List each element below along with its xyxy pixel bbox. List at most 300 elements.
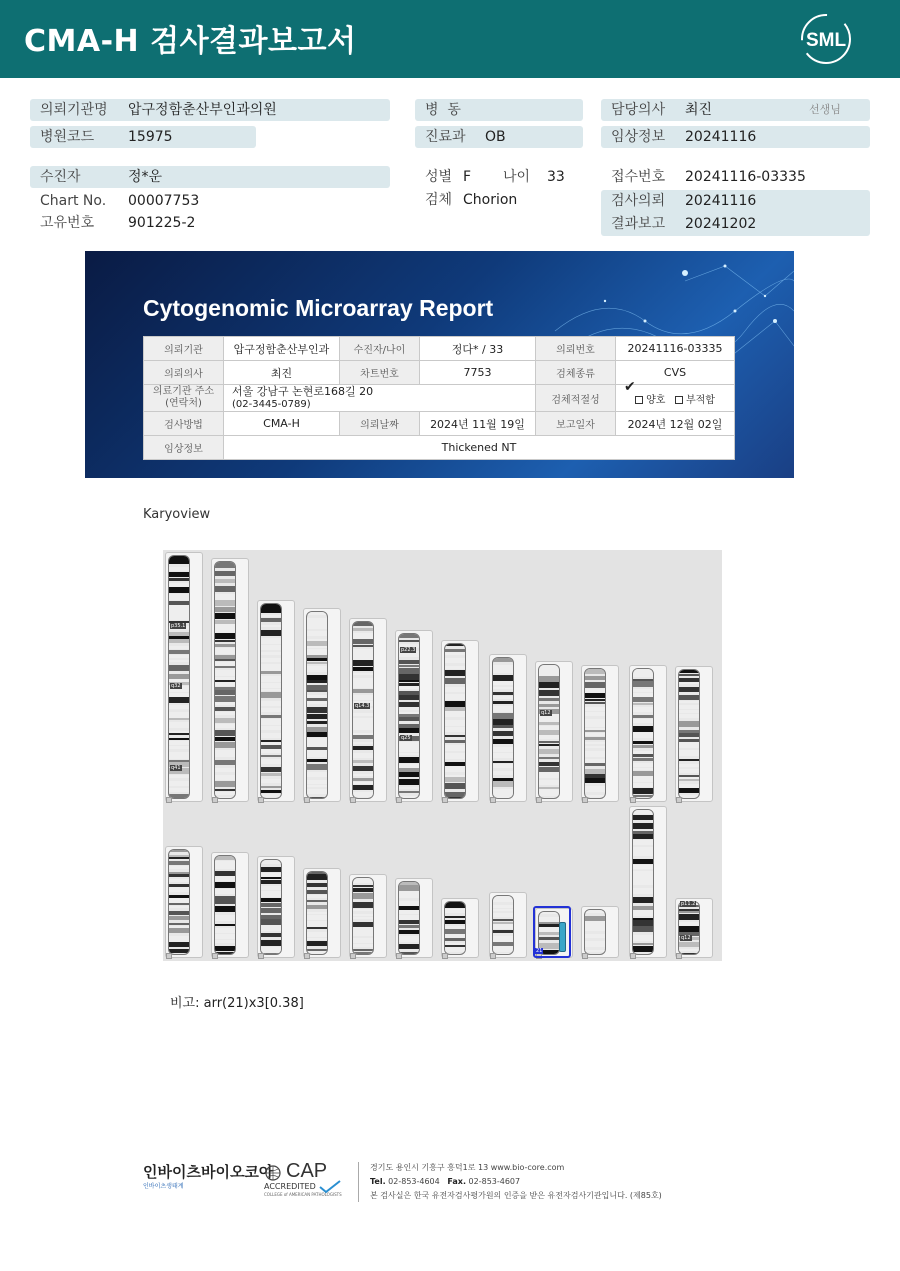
chromosome-band — [307, 690, 327, 692]
chromosome-band — [353, 902, 373, 908]
chromosome-band — [445, 740, 465, 743]
chromosome-band — [353, 742, 373, 744]
band-label: q25 — [401, 735, 411, 741]
chromosome-band — [445, 745, 465, 751]
chromosome-band — [353, 639, 373, 644]
chromosome-band — [679, 949, 699, 951]
chromosome-band — [399, 757, 419, 763]
chromosome-band — [353, 909, 373, 911]
chromosome-band — [261, 867, 281, 872]
doctor-label: 담당의사 — [611, 102, 666, 118]
chromosome-band — [353, 885, 373, 887]
fax-value: 02-853-4607 — [468, 1177, 521, 1186]
chromosome-band — [307, 612, 327, 615]
chromosome-band — [493, 739, 513, 744]
chromosome-band — [169, 923, 189, 925]
chromosome-band — [169, 866, 189, 869]
chromosome-band — [307, 701, 327, 704]
chromosome-band — [679, 779, 699, 781]
chromosome-band — [215, 640, 235, 642]
chromosome-band — [261, 638, 281, 644]
banner-title: Cytogenomic Microarray Report — [143, 295, 494, 321]
chromosome-band — [307, 755, 327, 757]
chromosome-band — [307, 631, 327, 636]
request-value: 20241116 — [685, 193, 757, 209]
chromosome-band — [633, 840, 653, 845]
ward-label: 병 동 — [425, 102, 461, 118]
chromosome-band — [215, 952, 235, 955]
chromosome-band — [585, 786, 605, 792]
chromosome-number-marker — [442, 953, 448, 959]
chromosome-21-tag: 21 — [536, 948, 543, 954]
table-cell: CVS — [616, 361, 735, 385]
adequate-label: 양호 — [646, 394, 666, 406]
chromosome-band — [169, 665, 189, 671]
chromosome-band — [307, 789, 327, 794]
chromosome-band — [539, 757, 559, 759]
chromosome-band — [633, 946, 653, 952]
chromosome-number-marker — [676, 797, 682, 803]
sex-label: 성별 — [425, 169, 453, 185]
chromosome-band — [261, 886, 281, 890]
chromosome-body — [168, 849, 190, 955]
chromosome-band — [445, 694, 465, 700]
chromosome-band — [261, 925, 281, 931]
table-header: 차트번호 — [340, 361, 420, 385]
chromosome-18 — [395, 878, 433, 958]
table-row — [144, 412, 735, 436]
chromosome-band — [493, 930, 513, 933]
hospital-code-value: 15975 — [128, 129, 173, 145]
chromosome-number-marker — [350, 953, 356, 959]
chromosome-band — [633, 741, 653, 744]
chromosome-number-marker — [676, 953, 682, 959]
chromosome-band — [169, 916, 189, 920]
chromosome-band — [215, 600, 235, 606]
chromosome-band — [585, 733, 605, 736]
chromosome-band — [445, 670, 465, 676]
chromosome-band — [633, 935, 653, 941]
chromosome-band — [353, 774, 373, 776]
report-title: CMA-H 검사결과보고서 — [24, 24, 357, 59]
specimen-value: Chorion — [463, 192, 518, 208]
chromosome-band — [633, 788, 653, 794]
chromosome-band — [215, 670, 235, 676]
chromosome-band — [539, 780, 559, 785]
tel-label: Tel. — [370, 1177, 386, 1186]
chromosome-band — [307, 951, 327, 955]
chromosome-band — [539, 741, 559, 743]
chromosome-band — [307, 932, 327, 937]
chromosome-band — [399, 894, 419, 898]
chromosome-body — [398, 633, 420, 799]
chromosome-band — [215, 924, 235, 926]
chromosome-Y — [675, 898, 713, 958]
chromosome-band — [353, 746, 373, 750]
chromosome-body — [168, 555, 190, 799]
department-label: 진료과 — [425, 129, 466, 145]
chromosome-band — [633, 768, 653, 770]
table-cell: 20241116-03335 — [616, 337, 735, 361]
chromosome-band — [493, 946, 513, 952]
chromosome-body — [214, 855, 236, 955]
field-institution — [30, 99, 390, 121]
sex-value: F — [463, 169, 472, 185]
chromosome-band — [679, 687, 699, 692]
chromosome-band — [679, 701, 699, 703]
clinical-info-label: 임상정보 — [611, 129, 666, 145]
chromosome-band — [585, 795, 605, 797]
chromosome-band — [261, 671, 281, 674]
chromosome-band — [215, 915, 235, 921]
header-bar — [0, 0, 900, 78]
company-logo: 인바이츠바이오코아 — [143, 1163, 274, 1181]
chromosome-band — [399, 944, 419, 949]
band-label: p35.1 — [171, 623, 186, 629]
chromosome-band — [353, 735, 373, 739]
chromosome-band — [585, 934, 605, 938]
chromosome-number-marker — [212, 953, 218, 959]
chromosome-band — [261, 903, 281, 907]
table-header: 의뢰의사 — [144, 361, 224, 385]
chromosome-band — [493, 706, 513, 712]
field-unique-no — [30, 212, 390, 234]
adequate-checkbox — [635, 396, 643, 404]
chromosome-6 — [395, 630, 433, 802]
chromosome-band — [215, 940, 235, 943]
chromosome-2 — [211, 558, 249, 802]
chromosome-band — [445, 938, 465, 941]
chromosome-band — [169, 903, 189, 905]
chromosome-band — [445, 722, 465, 726]
chromosome-band — [353, 917, 373, 919]
chromosome-band — [261, 786, 281, 788]
chromosome-band — [307, 890, 327, 894]
chromosome-band — [445, 902, 465, 908]
chromosome-1 — [165, 552, 203, 802]
chromosome-band — [169, 775, 189, 778]
chromosome-band — [215, 755, 235, 757]
age-label: 나이 — [503, 169, 531, 185]
chromosome-number-marker — [258, 797, 264, 803]
chromosome-band — [353, 766, 373, 771]
chromosome-band — [585, 941, 605, 947]
chromosome-band — [679, 764, 699, 767]
chromosome-band — [585, 730, 605, 732]
unique-no-value: 901225-2 — [128, 215, 196, 231]
chromosome-band — [215, 889, 235, 894]
chromosome-band — [493, 771, 513, 775]
chromosome-band — [169, 741, 189, 745]
chromosome-band — [445, 652, 465, 655]
chromosome-band — [307, 623, 327, 629]
field-request-result — [601, 190, 870, 236]
karyoview-label: Karyoview — [143, 507, 211, 522]
chromosome-band — [445, 727, 465, 732]
chromosome-band — [353, 944, 373, 947]
table-header: 의뢰날짜 — [340, 412, 420, 436]
chromosome-band — [539, 735, 559, 739]
result-value: 20241202 — [685, 216, 757, 232]
chromosome-band — [585, 699, 605, 701]
chromosome-number-marker — [166, 953, 172, 959]
chromosome-band — [307, 759, 327, 762]
chromosome-number-marker — [396, 953, 402, 959]
chromosome-band — [445, 947, 465, 952]
chromosome-band — [215, 712, 235, 715]
chromosome-number-marker — [166, 797, 172, 803]
chromosome-band — [215, 863, 235, 869]
chromosome-band — [215, 906, 235, 912]
chromosome-band — [261, 779, 281, 783]
chromosome-band — [261, 860, 281, 864]
chromosome-band — [215, 792, 235, 795]
chromosome-band — [261, 880, 281, 884]
chromosome-band — [169, 733, 189, 735]
chromosome-band — [261, 645, 281, 650]
chromosome-band — [169, 783, 189, 786]
footer-notice: 본 검사실은 한국 유전자검사평가원의 인증을 받은 유전자검사기관입니다. (제85호) — [370, 1191, 662, 1200]
chromosome-band — [679, 682, 699, 684]
chromosome-band — [539, 704, 559, 707]
chromosome-band — [633, 715, 653, 718]
age-value: 33 — [547, 169, 565, 185]
chromosome-band — [261, 759, 281, 764]
chromosome-band — [353, 949, 373, 951]
chromosome-band — [169, 594, 189, 600]
chromosome-band — [169, 655, 189, 658]
chromosome-band — [353, 628, 373, 631]
chromosome-band — [679, 914, 699, 920]
chromosome-band — [679, 714, 699, 718]
inadequate-label: 부적합 — [685, 394, 715, 406]
result-label: 결과보고 — [611, 216, 666, 232]
institution-value: 압구정함춘산부인과의원 — [128, 102, 277, 118]
chromosome-band — [307, 905, 327, 909]
chromosome-body — [398, 881, 420, 955]
chromosome-band — [539, 762, 559, 766]
chromosome-band — [493, 913, 513, 917]
chromosome-band — [261, 625, 281, 627]
chromosome-band — [261, 733, 281, 738]
contact-value: (02-3445-0789) — [232, 399, 311, 410]
address-header: 의료기관 주소 — [152, 386, 215, 397]
chromosome-band — [261, 953, 281, 955]
chromosome-band — [169, 861, 189, 865]
chromosome-body — [260, 859, 282, 955]
chromosome-band — [585, 737, 605, 740]
chromosome-body — [444, 643, 466, 799]
chromosome-band — [169, 754, 189, 759]
chromosome-band — [399, 787, 419, 789]
chromosome-band — [633, 671, 653, 677]
chromosome-band — [169, 650, 189, 654]
chromosome-band — [353, 760, 373, 763]
chromosome-band — [493, 761, 513, 763]
band-label: q12 — [681, 935, 691, 941]
chromosome-band — [399, 753, 419, 755]
field-department — [415, 126, 583, 148]
table-cell: 2024년 11월 19일 — [420, 412, 536, 436]
chromosome-5 — [349, 618, 387, 802]
table-header — [144, 385, 224, 412]
table-header: 보고일자 — [536, 412, 616, 436]
chromosome-band — [493, 692, 513, 695]
chromosome-band — [261, 658, 281, 662]
chromosome-band — [493, 781, 513, 787]
chromosome-band — [585, 707, 605, 711]
chromosome-band — [169, 572, 189, 577]
chromosome-band — [633, 859, 653, 864]
specimen-adequacy-cell — [616, 379, 735, 412]
chromosome-band — [539, 772, 559, 778]
chart-no-value: 00007753 — [128, 193, 200, 209]
chromosome-band — [215, 666, 235, 668]
chromosome-band — [307, 721, 327, 724]
chromosome-band — [169, 949, 189, 953]
chromosome-body — [584, 668, 606, 799]
chromosome-band — [169, 879, 189, 882]
chromosome-band — [353, 778, 373, 781]
chromosome-band — [353, 695, 373, 700]
chromosome-band — [307, 658, 327, 661]
chromosome-3 — [257, 600, 295, 802]
chromosome-band — [169, 857, 189, 859]
chromosome-band — [261, 630, 281, 636]
chromosome-band — [215, 856, 235, 860]
chromosome-band — [169, 942, 189, 947]
fax-label: Fax. — [447, 1177, 466, 1186]
chromosome-band — [445, 797, 465, 799]
field-sex-age — [415, 166, 583, 188]
chromosome-band — [353, 689, 373, 693]
chromosome-band — [679, 705, 699, 709]
chromosome-band — [585, 742, 605, 744]
chromosome-band — [307, 797, 327, 799]
inadequate-checkbox — [675, 396, 683, 404]
chromosome-band — [307, 895, 327, 898]
chromosome-band — [399, 640, 419, 642]
chromosome-band — [353, 645, 373, 647]
institution-label: 의뢰기관명 — [40, 102, 108, 118]
chromosome-band — [307, 883, 327, 887]
chromosome-band — [261, 773, 281, 776]
table-header: 의뢰기관 — [144, 337, 224, 361]
band-label: q14.3 — [355, 703, 370, 709]
chromosome-band — [539, 682, 559, 688]
chromosome-band — [261, 933, 281, 937]
chromosome-band — [399, 660, 419, 664]
chromosome-4 — [303, 608, 341, 802]
chart-no-label: Chart No. — [40, 193, 107, 209]
chromosome-band — [633, 745, 653, 748]
chromosome-band — [215, 579, 235, 583]
chromosome-band — [307, 780, 327, 784]
table-row — [144, 337, 735, 361]
chromosome-band — [493, 919, 513, 921]
chromosome-band — [353, 914, 373, 916]
field-hospital-code — [30, 126, 256, 148]
chromosome-19 — [441, 898, 479, 958]
chromosome-band — [169, 660, 189, 662]
chromosome-10 — [581, 665, 619, 802]
chromosome-band — [399, 779, 419, 785]
chromosome-band — [399, 634, 419, 638]
field-ward — [415, 99, 583, 121]
chromosome-band — [633, 763, 653, 767]
chromosome-band — [585, 693, 605, 698]
copy-number-gain-bar — [559, 922, 566, 952]
chromosome-band — [633, 689, 653, 692]
chromosome-band — [353, 878, 373, 883]
chromosome-band — [261, 685, 281, 688]
chromosome-band — [399, 910, 419, 914]
karyoview-panel — [163, 550, 722, 961]
chromosome-band — [215, 571, 235, 576]
chromosome-band — [679, 710, 699, 713]
chromosome-band — [307, 714, 327, 719]
chromosome-band — [445, 783, 465, 789]
chromosome-band — [215, 613, 235, 619]
chromosome-band — [585, 712, 605, 716]
chromosome-band — [399, 791, 419, 793]
chromosome-band — [261, 767, 281, 772]
chromosome-band — [261, 708, 281, 712]
chromosome-band — [585, 746, 605, 748]
chromosome-band — [307, 646, 327, 648]
chromosome-band — [633, 810, 653, 814]
chromosome-band — [493, 731, 513, 736]
chromosome-band — [493, 953, 513, 955]
chromosome-body — [444, 901, 466, 955]
chromosome-band — [215, 946, 235, 951]
chromosome-band — [633, 815, 653, 820]
sml-logo — [796, 12, 856, 66]
band-label: q32 — [171, 683, 181, 689]
report-banner — [85, 251, 794, 478]
chromosome-band — [633, 865, 653, 869]
chromosome-number-marker — [304, 953, 310, 959]
chromosome-band — [215, 789, 235, 791]
chromosome-number-marker — [304, 797, 310, 803]
chromosome-band — [353, 667, 373, 671]
chromosome-band — [261, 701, 281, 706]
chromosome-band — [539, 744, 559, 746]
chromosome-band — [215, 659, 235, 661]
chromosome-band — [169, 646, 189, 649]
chromosome-band — [445, 658, 465, 663]
chromosome-band — [169, 911, 189, 915]
chromosome-band — [353, 660, 373, 666]
chromosome-band — [445, 916, 465, 918]
chromosome-band — [307, 772, 327, 777]
chromosome-body — [306, 611, 328, 799]
chromosome-15 — [257, 856, 295, 958]
patient-value: 정*운 — [128, 169, 163, 185]
address-value: 서울 강남구 논현로168길 20 — [232, 385, 374, 398]
chromosome-band — [633, 926, 653, 932]
chromosome-band — [493, 681, 513, 685]
table-cell: 압구정함춘산부인과 — [224, 337, 340, 361]
cap-globe-icon — [264, 1164, 282, 1182]
chromosome-band — [215, 682, 235, 686]
chromosome-body — [260, 603, 282, 799]
chromosome-band — [307, 912, 327, 914]
chromosome-13 — [165, 846, 203, 958]
chromosome-band — [261, 726, 281, 730]
chromosome-band — [261, 715, 281, 718]
chromosome-16 — [303, 868, 341, 958]
